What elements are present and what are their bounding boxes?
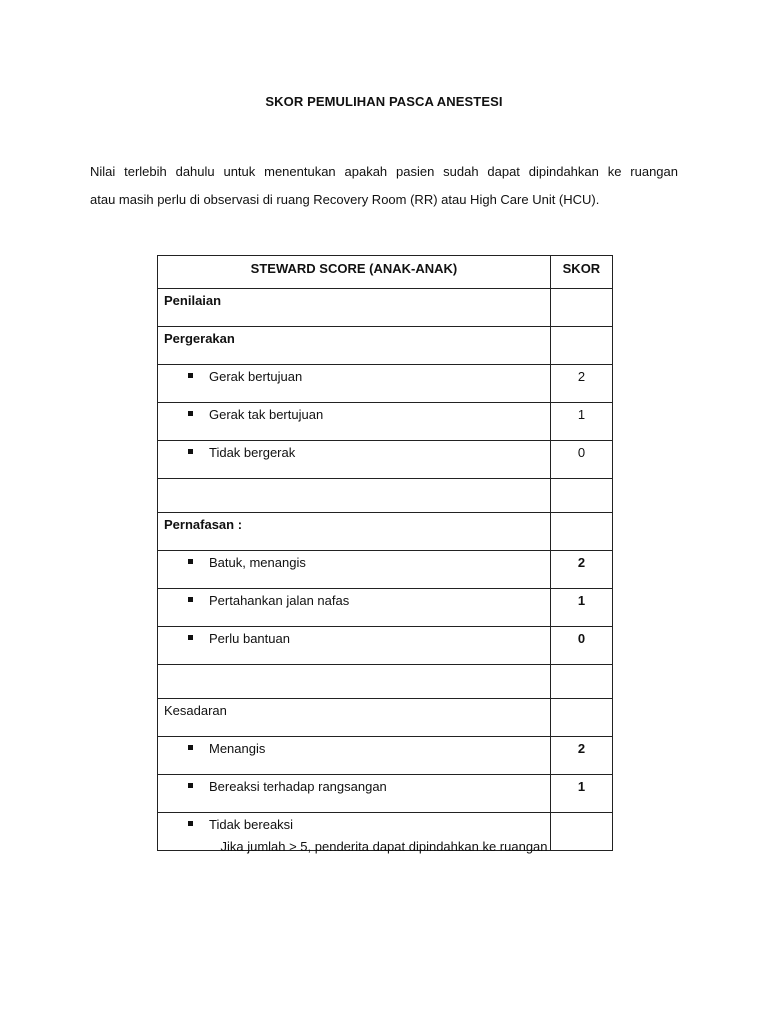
table-row — [158, 365, 613, 403]
footnote: Jika jumlah > 5, penderita dapat dipindahkan ke ruangan — [220, 839, 548, 854]
table-row — [158, 699, 613, 737]
table-row — [158, 327, 613, 365]
header-steward-score: STEWARD SCORE (ANAK-ANAK) — [158, 256, 551, 289]
document-title: SKOR PEMULIHAN PASCA ANESTESI — [265, 94, 503, 109]
table-row — [158, 627, 613, 665]
square-bullet-icon — [188, 635, 193, 640]
item-label: Perlu bantuan — [209, 631, 290, 646]
section-pergerakan: Pergerakan — [158, 327, 551, 365]
square-bullet-icon — [188, 373, 193, 378]
steward-score-table — [157, 255, 613, 851]
score-cell — [550, 289, 612, 327]
table-row — [158, 737, 613, 775]
square-bullet-icon — [188, 745, 193, 750]
section-kesadaran: Kesadaran — [158, 699, 551, 737]
item-label: Tidak bereaksi — [209, 817, 294, 832]
square-bullet-icon — [188, 821, 193, 826]
score-cell: 0 — [550, 627, 612, 665]
item-label: Tidak bergerak — [209, 445, 296, 460]
item-cell — [158, 737, 551, 775]
table-row — [158, 403, 613, 441]
square-bullet-icon — [188, 783, 193, 788]
score-cell: 2 — [550, 551, 612, 589]
table-row — [158, 441, 613, 479]
item-label: Gerak tak bertujuan — [209, 407, 324, 422]
table-row-empty — [158, 665, 613, 699]
table-row — [158, 589, 613, 627]
header-skor: SKOR — [550, 256, 612, 289]
square-bullet-icon — [188, 449, 193, 454]
table-row — [158, 289, 613, 327]
empty-cell — [158, 665, 551, 699]
empty-cell — [550, 665, 612, 699]
table-row-empty — [158, 479, 613, 513]
item-cell — [158, 403, 551, 441]
item-cell — [158, 365, 551, 403]
intro-paragraph — [90, 158, 678, 214]
intro-line-2: atau masih perlu di observasi di ruang Recovery Room (RR) atau High Care Unit (HCU). — [90, 192, 600, 207]
item-cell — [158, 441, 551, 479]
score-cell: 1 — [550, 403, 612, 441]
section-pernafasan: Pernafasan : — [158, 513, 551, 551]
item-cell — [158, 627, 551, 665]
score-cell: 0 — [550, 441, 612, 479]
intro-line-1: Nilai terlebih dahulu untuk menentukan apakah pasien sudah dapat dipindahkan ke ruangan — [90, 164, 678, 179]
square-bullet-icon — [188, 597, 193, 602]
score-cell: 1 — [550, 775, 612, 813]
square-bullet-icon — [188, 411, 193, 416]
item-cell — [158, 775, 551, 813]
score-cell — [550, 699, 612, 737]
item-cell — [158, 589, 551, 627]
empty-cell — [550, 479, 612, 513]
item-label: Menangis — [209, 741, 266, 756]
score-cell: 2 — [550, 365, 612, 403]
empty-cell — [158, 479, 551, 513]
table-row — [158, 775, 613, 813]
score-cell — [550, 513, 612, 551]
item-label: Pertahankan jalan nafas — [209, 593, 350, 608]
table-row — [158, 551, 613, 589]
table-row — [158, 513, 613, 551]
score-cell: 2 — [550, 737, 612, 775]
score-cell — [550, 327, 612, 365]
square-bullet-icon — [188, 559, 193, 564]
item-label: Gerak bertujuan — [209, 369, 303, 384]
table-header-row — [158, 256, 613, 289]
score-cell: 1 — [550, 589, 612, 627]
item-cell — [158, 551, 551, 589]
section-penilaian: Penilaian — [158, 289, 551, 327]
item-label: Batuk, menangis — [209, 555, 306, 570]
item-label: Bereaksi terhadap rangsangan — [209, 779, 387, 794]
